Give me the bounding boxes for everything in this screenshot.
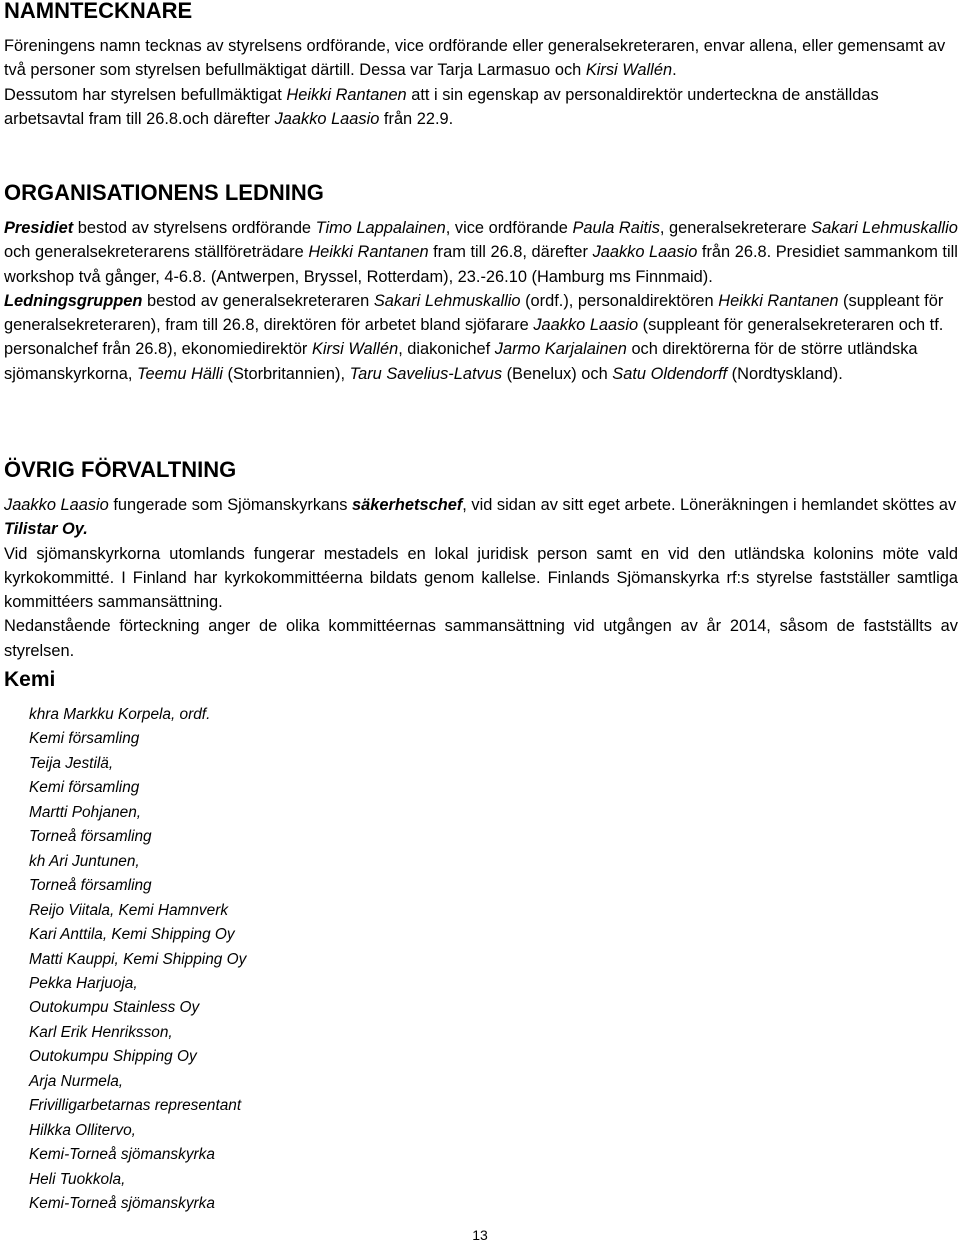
paragraph: Nedanstående förteckning anger de olika kommittéernas sammansättning vid utgången av år 2014, såsom de fastställts av styrelsen. bbox=[4, 617, 958, 660]
list-item: Kari Anttila, Kemi Shipping Oy bbox=[29, 926, 235, 944]
list-item: khra Markku Korpela, ordf. bbox=[29, 706, 211, 723]
text: och generalsekreterarens ställföreträdare bbox=[4, 243, 309, 262]
text: från 22.9. bbox=[379, 109, 454, 128]
text: bestod av generalsekreteraren bbox=[142, 291, 374, 310]
list-item: Heli Tuokkola, bbox=[29, 1170, 126, 1188]
text: , diakonichef bbox=[398, 340, 495, 359]
list-item: Torneå församling bbox=[29, 828, 152, 846]
paragraph-ledningsgruppen bbox=[4, 289, 958, 386]
person-name: Timo Lappalainen bbox=[315, 219, 446, 237]
kemi-committee-list bbox=[29, 703, 246, 1217]
paragraph bbox=[4, 34, 958, 83]
list-item: Arja Nurmela, bbox=[29, 1072, 124, 1090]
person-name: Paula Raitis bbox=[572, 219, 660, 237]
list-item: Reijo Viitala, Kemi Hamnverk bbox=[29, 901, 229, 919]
person-name: Sakari Lehmuskallio bbox=[373, 291, 521, 310]
person-name: Heikki Rantanen bbox=[286, 85, 407, 104]
text: , vid sidan av sitt eget arbete. Löneräkningen i hemlandet sköttes av bbox=[462, 496, 957, 514]
person-name: Heikki Rantanen bbox=[308, 243, 429, 262]
text: . bbox=[672, 61, 677, 80]
text: (suppleant för generalsekreteraren och tf. personalchef från 26.8), ekonomiedirektör bbox=[4, 316, 944, 359]
organisationens-ledning-body bbox=[4, 216, 958, 386]
paragraph bbox=[4, 83, 958, 132]
company-name: Tilistar Oy. bbox=[4, 520, 88, 539]
text: Dessutom har styrelsen befullmäktigat bbox=[4, 85, 287, 104]
list-item: Kemi-Torneå sjömanskyrka bbox=[29, 1195, 215, 1213]
list-item: Kemi församling bbox=[29, 730, 140, 748]
person-name: Teemu Hälli bbox=[137, 364, 223, 383]
text: , vice ordförande bbox=[445, 219, 573, 237]
person-name: Jaakko Laasio bbox=[4, 496, 109, 514]
person-name: Jarmo Karjalainen bbox=[494, 340, 627, 359]
text: att i sin egenskap av personaldirektör underteckna de anställdas arbetsavtal fram till 26.8.och därefter bbox=[4, 85, 879, 128]
term-label: Ledningsgruppen bbox=[4, 291, 143, 310]
list-item: Matti Kauppi, Kemi Shipping Oy bbox=[29, 950, 247, 968]
paragraph: Vid sjömanskyrkorna utomlands fungerar mestadels en lokal juridisk person samt en vid den utländska kolonins möte vald kyrkokommitté. I Finland har kyrkokommittéerna bildats genom kallelse. Finlands Sjömanskyrka rf:s styrelse fastställer samtliga kommittéers sammansättning. bbox=[4, 544, 958, 612]
text: Föreningens namn tecknas av styrelsens ordförande, vice ordförande eller generalsekreteraren, envar allena, eller gemensamt av två personer som styrelsen befullmäktigat därtill. Dessa var Tarja Larmasuo och bbox=[4, 37, 946, 80]
text: (Benelux) och bbox=[502, 364, 613, 383]
text: , generalsekreterare bbox=[659, 219, 812, 237]
list-item: Outokumpu Shipping Oy bbox=[29, 1048, 197, 1066]
text: fungerade som Sjömanskyrkans bbox=[108, 496, 353, 514]
text: (suppleant för generalsekreteraren), fram till 26.8, direktören för arbetet bland sjöfarare bbox=[4, 291, 944, 335]
person-name: Taru Savelius-Latvus bbox=[349, 364, 503, 383]
person-name: Sakari Lehmuskallio bbox=[811, 219, 958, 237]
term-label: Presidiet bbox=[4, 219, 74, 237]
list-item: Torneå församling bbox=[29, 877, 152, 895]
list-item: Hilkka Ollitervo, bbox=[29, 1121, 136, 1139]
section-heading-ovrig-forvaltning: ÖVRIG FÖRVALTNING bbox=[4, 457, 237, 482]
list-item: Martti Pohjanen, bbox=[29, 803, 142, 821]
list-item: Teija Jestilä, bbox=[29, 754, 114, 772]
text: (Storbritannien), bbox=[222, 364, 350, 383]
paragraph-presidiet bbox=[4, 216, 958, 289]
text: (ordf.), personaldirektören bbox=[520, 291, 719, 310]
person-name: Jaakko Laasio bbox=[274, 109, 380, 128]
person-name: Kirsi Wallén bbox=[311, 340, 399, 359]
person-name: Jaakko Laasio bbox=[592, 243, 698, 262]
text: och direktörerna för de större utländska sjömanskyrkorna, bbox=[4, 340, 918, 383]
person-name: Jaakko Laasio bbox=[533, 316, 639, 335]
list-item: Kemi-Torneå sjömanskyrka bbox=[29, 1146, 215, 1164]
list-item: Outokumpu Stainless Oy bbox=[29, 999, 200, 1017]
person-name: Kirsi Wallén bbox=[585, 61, 673, 80]
list-item: kh Ari Juntunen, bbox=[29, 852, 140, 870]
committee-heading-kemi: Kemi bbox=[4, 668, 56, 691]
paragraph bbox=[4, 493, 958, 542]
person-name: Heikki Rantanen bbox=[718, 291, 839, 310]
person-name: Satu Oldendorff bbox=[612, 364, 728, 383]
list-item: Kemi församling bbox=[29, 779, 140, 797]
text: från 26.8. Presidiet sammankom till workshop två gånger, 4-6.8. (Antwerpen, Bryssel, Rotterdam), 23.-26.10 (Hamburg ms Finnmaid). bbox=[4, 243, 958, 286]
list-item: Frivilligarbetarnas representant bbox=[29, 1097, 242, 1115]
text: (Nordtyskland). bbox=[727, 364, 843, 383]
section-heading-organisationens-ledning: ORGANISATIONENS LEDNING bbox=[4, 180, 324, 205]
text: bestod av styrelsens ordförande bbox=[73, 219, 316, 237]
text: fram till 26.8, därefter bbox=[428, 243, 593, 262]
page-number: 13 bbox=[472, 1227, 488, 1243]
list-item: Karl Erik Henriksson, bbox=[29, 1023, 173, 1041]
term-emphasis: säkerhetschef bbox=[352, 496, 463, 514]
section-heading-namntecknare: NAMNTECKNARE bbox=[4, 0, 193, 23]
ovrig-forvaltning-body bbox=[4, 493, 958, 663]
namntecknare-body bbox=[4, 34, 958, 131]
list-item: Pekka Harjuoja, bbox=[29, 974, 138, 992]
